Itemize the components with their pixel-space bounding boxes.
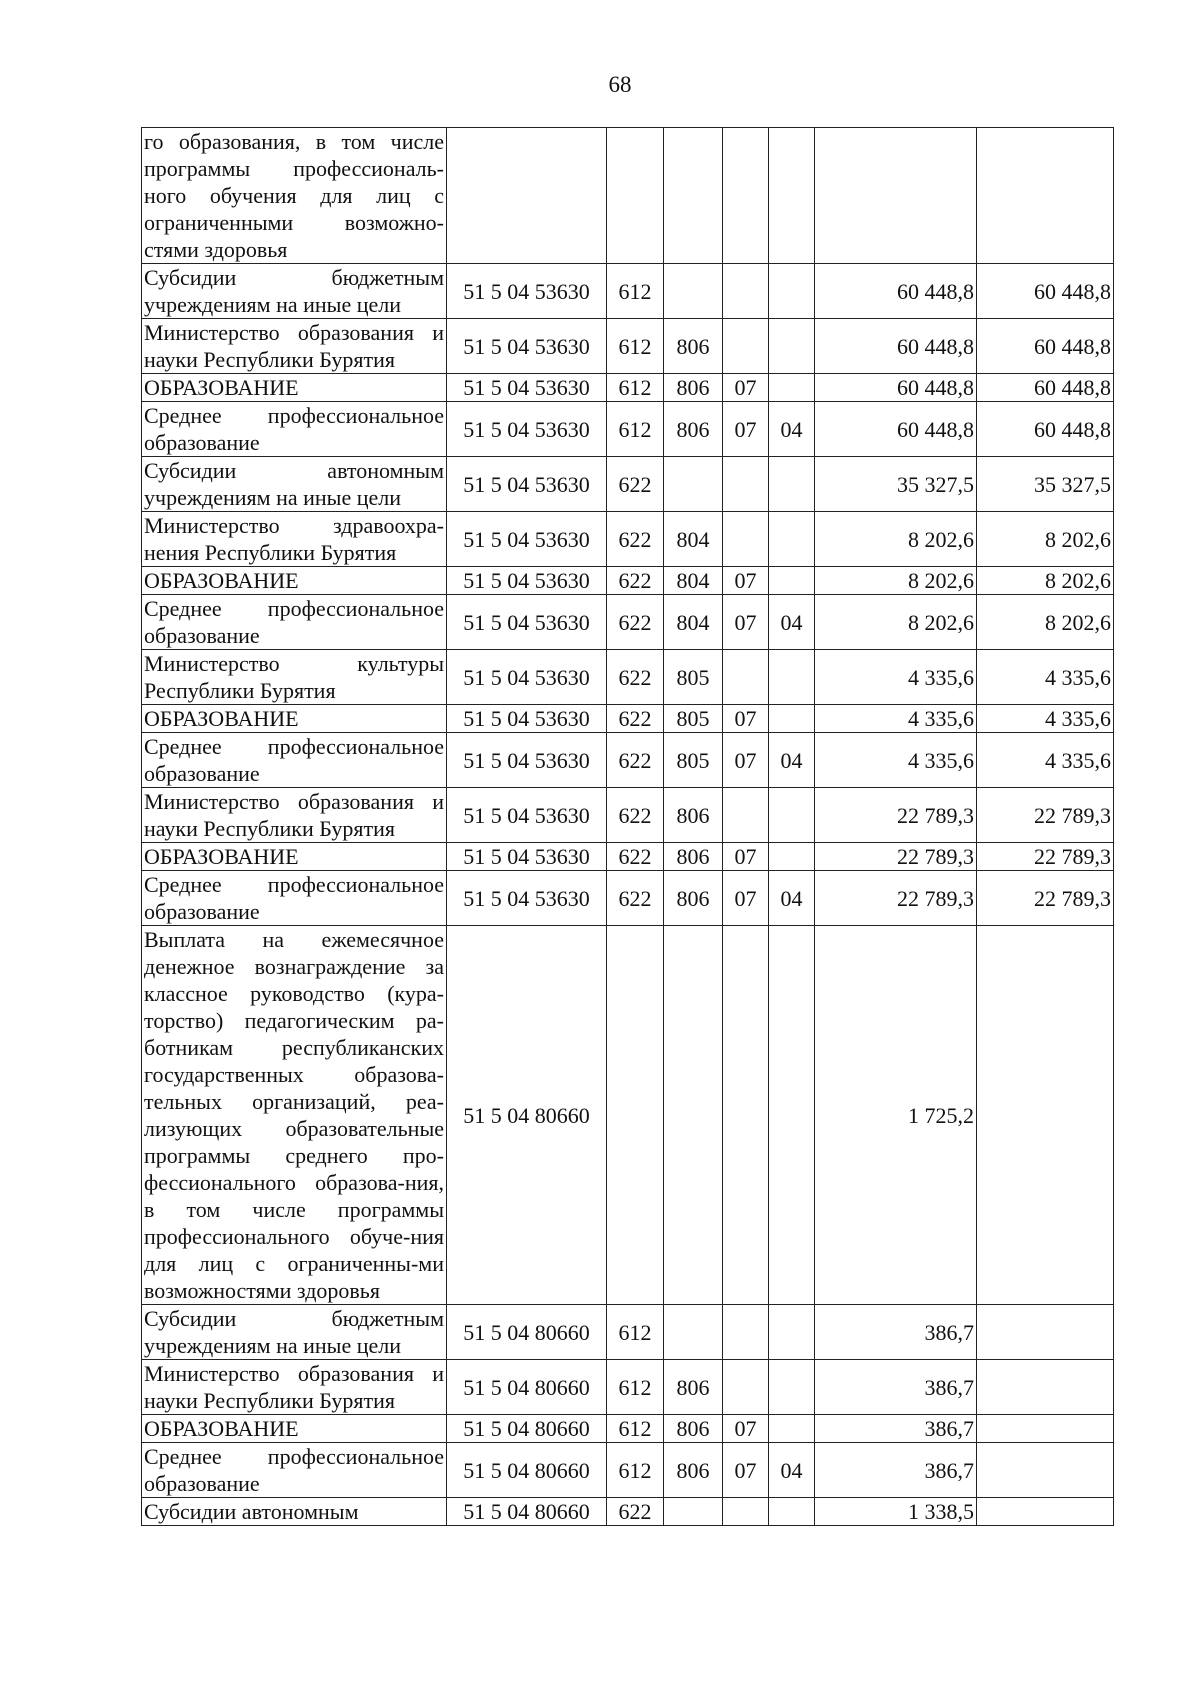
row-name: ОБРАЗОВАНИЕ bbox=[142, 567, 447, 595]
subsection-code bbox=[769, 1360, 815, 1415]
amount-year-2: 60 448,8 bbox=[977, 374, 1114, 402]
target-article-code: 51 5 04 53630 bbox=[447, 871, 607, 926]
table-row bbox=[142, 926, 1114, 1305]
amount-year-2 bbox=[977, 128, 1114, 264]
section-code: 07 bbox=[723, 567, 769, 595]
section-code bbox=[723, 512, 769, 567]
row-name: ОБРАЗОВАНИЕ bbox=[142, 843, 447, 871]
table-row bbox=[142, 871, 1114, 926]
amount-year-1: 60 448,8 bbox=[815, 264, 977, 319]
section-code bbox=[723, 1498, 769, 1526]
amount-year-1: 60 448,8 bbox=[815, 402, 977, 457]
amount-year-1: 22 789,3 bbox=[815, 843, 977, 871]
subsection-code bbox=[769, 567, 815, 595]
section-code bbox=[723, 1360, 769, 1415]
subsection-code bbox=[769, 512, 815, 567]
subsection-code bbox=[769, 788, 815, 843]
expense-type-code: 622 bbox=[607, 595, 664, 650]
administrator-code bbox=[664, 264, 723, 319]
section-code bbox=[723, 926, 769, 1305]
subsection-code bbox=[769, 319, 815, 374]
subsection-code bbox=[769, 1415, 815, 1443]
administrator-code: 805 bbox=[664, 733, 723, 788]
row-name: Министерство образования и науки Республики Бурятия bbox=[142, 788, 447, 843]
amount-year-1: 22 789,3 bbox=[815, 871, 977, 926]
amount-year-1: 22 789,3 bbox=[815, 788, 977, 843]
section-code: 07 bbox=[723, 374, 769, 402]
amount-year-2 bbox=[977, 1305, 1114, 1360]
subsection-code: 04 bbox=[769, 871, 815, 926]
target-article-code: 51 5 04 53630 bbox=[447, 457, 607, 512]
section-code: 07 bbox=[723, 871, 769, 926]
amount-year-1: 8 202,6 bbox=[815, 512, 977, 567]
administrator-code: 804 bbox=[664, 567, 723, 595]
expense-type-code: 612 bbox=[607, 402, 664, 457]
subsection-code: 04 bbox=[769, 402, 815, 457]
row-name: го образования, в том числе программы профессиональ-ного обучения для лиц с ограниченными возможно-стями здоровья bbox=[142, 128, 447, 264]
amount-year-1: 386,7 bbox=[815, 1360, 977, 1415]
amount-year-2: 8 202,6 bbox=[977, 512, 1114, 567]
section-code bbox=[723, 650, 769, 705]
expense-type-code: 622 bbox=[607, 705, 664, 733]
row-name: Субсидии автономным bbox=[142, 1498, 447, 1526]
section-code: 07 bbox=[723, 843, 769, 871]
administrator-code: 804 bbox=[664, 512, 723, 567]
administrator-code: 805 bbox=[664, 705, 723, 733]
subsection-code bbox=[769, 264, 815, 319]
target-article-code: 51 5 04 53630 bbox=[447, 843, 607, 871]
table-row bbox=[142, 128, 1114, 264]
section-code bbox=[723, 264, 769, 319]
amount-year-2: 4 335,6 bbox=[977, 705, 1114, 733]
amount-year-2: 35 327,5 bbox=[977, 457, 1114, 512]
row-name: Среднее профессиональное образование bbox=[142, 1443, 447, 1498]
row-name: Среднее профессиональное образование bbox=[142, 871, 447, 926]
amount-year-2: 4 335,6 bbox=[977, 650, 1114, 705]
expense-type-code: 612 bbox=[607, 1443, 664, 1498]
table-row bbox=[142, 512, 1114, 567]
row-name: Министерство образования и науки Республики Бурятия bbox=[142, 1360, 447, 1415]
table-row bbox=[142, 374, 1114, 402]
amount-year-1: 4 335,6 bbox=[815, 733, 977, 788]
amount-year-2: 22 789,3 bbox=[977, 788, 1114, 843]
amount-year-2: 60 448,8 bbox=[977, 402, 1114, 457]
amount-year-2: 8 202,6 bbox=[977, 595, 1114, 650]
expense-type-code: 622 bbox=[607, 843, 664, 871]
expense-type-code: 612 bbox=[607, 1305, 664, 1360]
target-article-code: 51 5 04 80660 bbox=[447, 1305, 607, 1360]
row-name: ОБРАЗОВАНИЕ bbox=[142, 374, 447, 402]
amount-year-2 bbox=[977, 1415, 1114, 1443]
section-code bbox=[723, 788, 769, 843]
target-article-code: 51 5 04 80660 bbox=[447, 1415, 607, 1443]
administrator-code: 806 bbox=[664, 788, 723, 843]
administrator-code: 805 bbox=[664, 650, 723, 705]
expense-type-code: 622 bbox=[607, 457, 664, 512]
subsection-code: 04 bbox=[769, 1443, 815, 1498]
table-row bbox=[142, 264, 1114, 319]
target-article-code: 51 5 04 53630 bbox=[447, 264, 607, 319]
section-code: 07 bbox=[723, 402, 769, 457]
expense-type-code: 622 bbox=[607, 1498, 664, 1526]
amount-year-1: 386,7 bbox=[815, 1443, 977, 1498]
section-code: 07 bbox=[723, 1415, 769, 1443]
administrator-code bbox=[664, 1498, 723, 1526]
subsection-code bbox=[769, 1498, 815, 1526]
target-article-code: 51 5 04 53630 bbox=[447, 595, 607, 650]
amount-year-2: 60 448,8 bbox=[977, 319, 1114, 374]
section-code: 07 bbox=[723, 1443, 769, 1498]
target-article-code: 51 5 04 80660 bbox=[447, 1360, 607, 1415]
target-article-code: 51 5 04 53630 bbox=[447, 733, 607, 788]
amount-year-1: 386,7 bbox=[815, 1415, 977, 1443]
target-article-code: 51 5 04 53630 bbox=[447, 374, 607, 402]
target-article-code: 51 5 04 53630 bbox=[447, 512, 607, 567]
subsection-code bbox=[769, 705, 815, 733]
table-row bbox=[142, 843, 1114, 871]
administrator-code: 806 bbox=[664, 1360, 723, 1415]
amount-year-1: 4 335,6 bbox=[815, 650, 977, 705]
table-row bbox=[142, 650, 1114, 705]
table-row bbox=[142, 705, 1114, 733]
table-row bbox=[142, 1305, 1114, 1360]
table-row bbox=[142, 1415, 1114, 1443]
administrator-code: 806 bbox=[664, 374, 723, 402]
table-row bbox=[142, 595, 1114, 650]
amount-year-1: 4 335,6 bbox=[815, 705, 977, 733]
administrator-code bbox=[664, 926, 723, 1305]
administrator-code: 806 bbox=[664, 843, 723, 871]
expense-type-code: 612 bbox=[607, 1360, 664, 1415]
page-number: 68 bbox=[608, 72, 632, 97]
section-code: 07 bbox=[723, 595, 769, 650]
row-name: ОБРАЗОВАНИЕ bbox=[142, 1415, 447, 1443]
expense-type-code: 622 bbox=[607, 567, 664, 595]
expense-type-code: 622 bbox=[607, 788, 664, 843]
administrator-code: 806 bbox=[664, 402, 723, 457]
target-article-code: 51 5 04 53630 bbox=[447, 402, 607, 457]
amount-year-1: 8 202,6 bbox=[815, 595, 977, 650]
amount-year-1: 1 338,5 bbox=[815, 1498, 977, 1526]
administrator-code: 806 bbox=[664, 1443, 723, 1498]
amount-year-2: 22 789,3 bbox=[977, 843, 1114, 871]
subsection-code bbox=[769, 926, 815, 1305]
subsection-code bbox=[769, 374, 815, 402]
row-name: Субсидии автономным учреждениям на иные цели bbox=[142, 457, 447, 512]
table-row bbox=[142, 788, 1114, 843]
expense-type-code: 622 bbox=[607, 871, 664, 926]
subsection-code bbox=[769, 650, 815, 705]
subsection-code: 04 bbox=[769, 595, 815, 650]
section-code bbox=[723, 128, 769, 264]
expense-type-code: 612 bbox=[607, 264, 664, 319]
row-name: Министерство культуры Республики Бурятия bbox=[142, 650, 447, 705]
row-name: Выплата на ежемесячное денежное вознаграждение за классное руководство (кура-торство) педагогическим ра-ботникам республиканских государственных образова-тельных организаций, реа-лизующих образовательные программы среднего про-фессионального образова-ния, в том числе программы профессионального обуче-ния для лиц с ограниченны-ми возможностями здоровья bbox=[142, 926, 447, 1305]
administrator-code: 804 bbox=[664, 595, 723, 650]
target-article-code: 51 5 04 53630 bbox=[447, 650, 607, 705]
administrator-code bbox=[664, 1305, 723, 1360]
section-code bbox=[723, 1305, 769, 1360]
amount-year-2: 8 202,6 bbox=[977, 567, 1114, 595]
subsection-code bbox=[769, 128, 815, 264]
section-code bbox=[723, 457, 769, 512]
table-row bbox=[142, 319, 1114, 374]
budget-table-body bbox=[142, 128, 1114, 1526]
amount-year-2 bbox=[977, 1443, 1114, 1498]
row-name: Субсидии бюджетным учреждениям на иные цели bbox=[142, 1305, 447, 1360]
amount-year-1: 386,7 bbox=[815, 1305, 977, 1360]
table-row bbox=[142, 402, 1114, 457]
target-article-code: 51 5 04 53630 bbox=[447, 705, 607, 733]
administrator-code: 806 bbox=[664, 1415, 723, 1443]
subsection-code bbox=[769, 843, 815, 871]
target-article-code: 51 5 04 80660 bbox=[447, 1498, 607, 1526]
administrator-code bbox=[664, 457, 723, 512]
amount-year-2: 4 335,6 bbox=[977, 733, 1114, 788]
table-row bbox=[142, 457, 1114, 512]
amount-year-1: 1 725,2 bbox=[815, 926, 977, 1305]
section-code bbox=[723, 319, 769, 374]
administrator-code bbox=[664, 128, 723, 264]
expense-type-code: 622 bbox=[607, 650, 664, 705]
target-article-code: 51 5 04 80660 bbox=[447, 1443, 607, 1498]
row-name: Министерство здравоохра-нения Республики Бурятия bbox=[142, 512, 447, 567]
amount-year-1: 8 202,6 bbox=[815, 567, 977, 595]
section-code: 07 bbox=[723, 733, 769, 788]
expense-type-code: 612 bbox=[607, 319, 664, 374]
table-row bbox=[142, 733, 1114, 788]
amount-year-2: 60 448,8 bbox=[977, 264, 1114, 319]
administrator-code: 806 bbox=[664, 871, 723, 926]
subsection-code: 04 bbox=[769, 733, 815, 788]
expense-type-code bbox=[607, 926, 664, 1305]
row-name: Субсидии бюджетным учреждениям на иные цели bbox=[142, 264, 447, 319]
row-name: ОБРАЗОВАНИЕ bbox=[142, 705, 447, 733]
expense-type-code: 612 bbox=[607, 1415, 664, 1443]
amount-year-2 bbox=[977, 926, 1114, 1305]
target-article-code: 51 5 04 53630 bbox=[447, 319, 607, 374]
expense-type-code: 622 bbox=[607, 512, 664, 567]
table-row bbox=[142, 1443, 1114, 1498]
row-name: Министерство образования и науки Республики Бурятия bbox=[142, 319, 447, 374]
row-name: Среднее профессиональное образование bbox=[142, 595, 447, 650]
table-row bbox=[142, 1360, 1114, 1415]
administrator-code: 806 bbox=[664, 319, 723, 374]
subsection-code bbox=[769, 457, 815, 512]
target-article-code bbox=[447, 128, 607, 264]
amount-year-1: 35 327,5 bbox=[815, 457, 977, 512]
expense-type-code bbox=[607, 128, 664, 264]
amount-year-2 bbox=[977, 1498, 1114, 1526]
row-name: Среднее профессиональное образование bbox=[142, 733, 447, 788]
row-name: Среднее профессиональное образование bbox=[142, 402, 447, 457]
expense-type-code: 622 bbox=[607, 733, 664, 788]
target-article-code: 51 5 04 80660 bbox=[447, 926, 607, 1305]
section-code: 07 bbox=[723, 705, 769, 733]
amount-year-1: 60 448,8 bbox=[815, 319, 977, 374]
table-row bbox=[142, 1498, 1114, 1526]
table-row bbox=[142, 567, 1114, 595]
amount-year-1: 60 448,8 bbox=[815, 374, 977, 402]
target-article-code: 51 5 04 53630 bbox=[447, 788, 607, 843]
budget-table bbox=[141, 127, 1114, 1526]
expense-type-code: 612 bbox=[607, 374, 664, 402]
amount-year-2: 22 789,3 bbox=[977, 871, 1114, 926]
target-article-code: 51 5 04 53630 bbox=[447, 567, 607, 595]
amount-year-1 bbox=[815, 128, 977, 264]
subsection-code bbox=[769, 1305, 815, 1360]
amount-year-2 bbox=[977, 1360, 1114, 1415]
